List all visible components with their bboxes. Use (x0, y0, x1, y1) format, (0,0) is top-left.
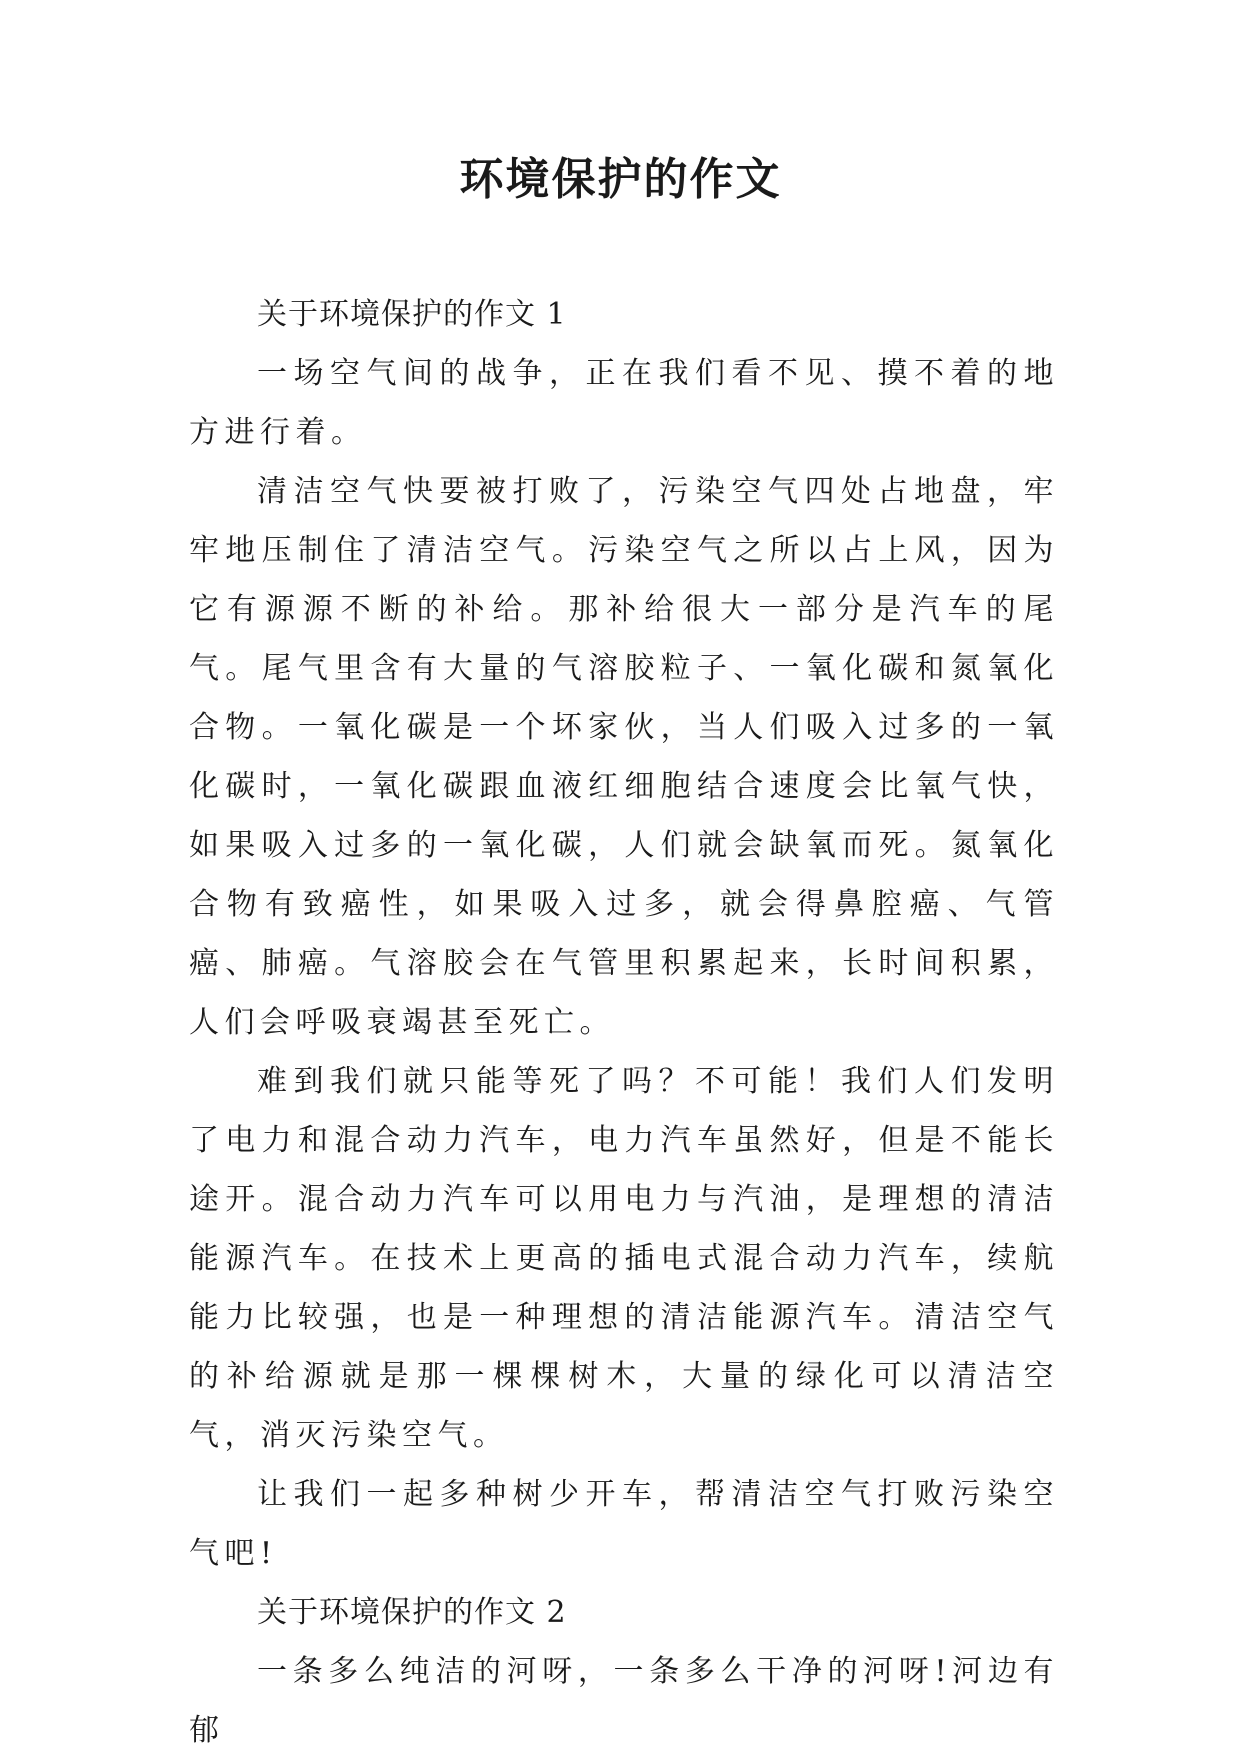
document-body (189, 285, 1059, 1760)
paragraph: 一条多么纯洁的河呀，一条多么干净的河呀!河边有郁 (189, 1654, 1059, 1748)
document-title: 环境保护的作文 (459, 154, 782, 205)
paragraph: 一场空气间的战争，正在我们看不见、摸不着的地方进行着。 (189, 356, 1059, 450)
section-heading-1: 关于环境保护的作文 1 (257, 297, 567, 332)
paragraph: 让我们一起多种树少开车，帮清洁空气打败污染空气吧! (189, 1477, 1059, 1571)
paragraph: 清洁空气快要被打败了，污染空气四处占地盘，牢牢地压制住了清洁空气。污染空气之所以占上风，因为它有源源不断的补给。那补给很大一部分是汽车的尾气。尾气里含有大量的气溶胶粒子、一氧化碳和氮氧化合物。一氧化碳是一个坏家伙，当人们吸入过多的一氧化碳时，一氧化碳跟血液红细胞结合速度会比氧气快，如果吸入过多的一氧化碳，人们就会缺氧而死。氮氧化合物有致癌性，如果吸入过多，就会得鼻腔癌、气管癌、肺癌。气溶胶会在气管里积累起来，长时间积累，人们会呼吸衰竭甚至死亡。 (189, 474, 1059, 1040)
paragraph: 难到我们就只能等死了吗？不可能！我们人们发明了电力和混合动力汽车，电力汽车虽然好，但是不能长途开。混合动力汽车可以用电力与汽油，是理想的清洁能源汽车。在技术上更高的插电式混合动力汽车，续航能力比较强，也是一种理想的清洁能源汽车。清洁空气的补给源就是那一棵棵树木，大量的绿化可以清洁空气，消灭污染空气。 (189, 1064, 1059, 1453)
section-heading-2: 关于环境保护的作文 2 (257, 1595, 567, 1630)
